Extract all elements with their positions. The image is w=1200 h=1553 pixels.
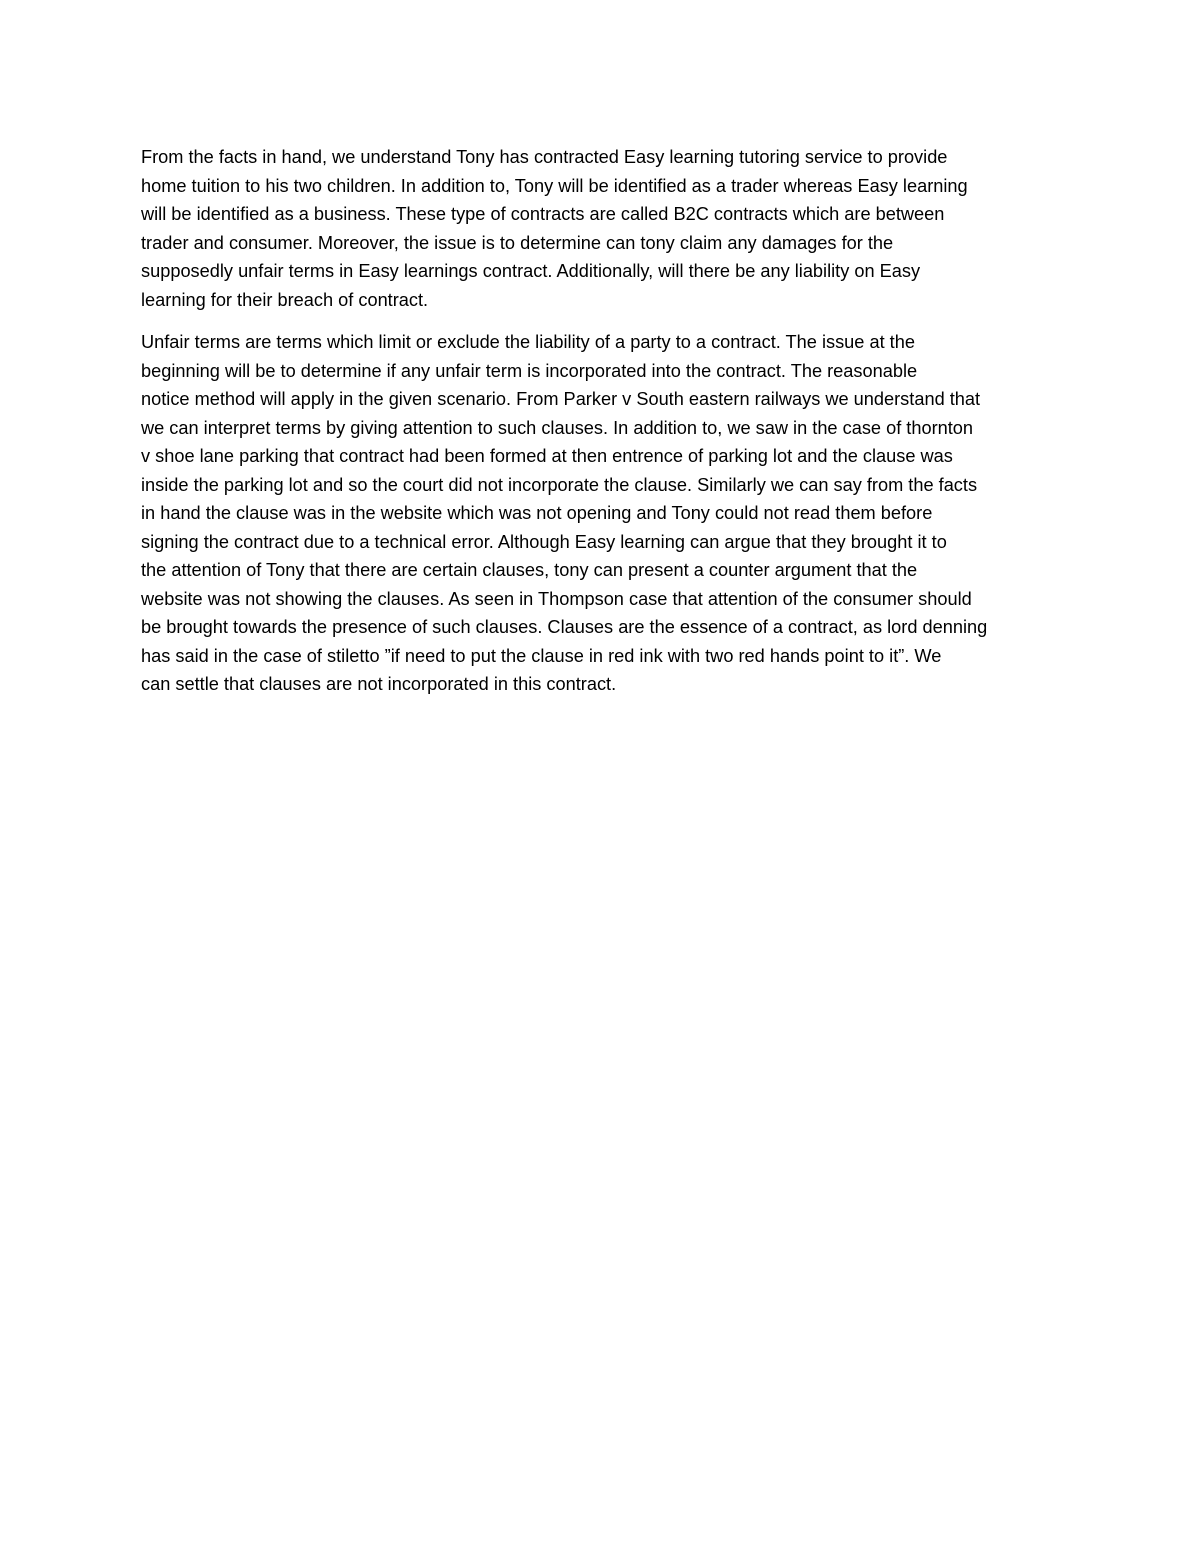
- paragraph-line: inside the parking lot and so the court did not incorporate the clause. Similarly we can say from the facts: [141, 474, 978, 495]
- paragraph-line: in hand the clause was in the website which was not opening and Tony could not read them before: [141, 503, 933, 523]
- paragraph-1: [141, 143, 1061, 314]
- document-body: [141, 143, 1061, 713]
- paragraph-line: beginning will be to determine if any unfair term is incorporated into the contract. The reasonable: [141, 360, 918, 381]
- paragraph-line: learning for their breach of contract.: [141, 289, 429, 310]
- paragraph-2: [141, 328, 1061, 699]
- paragraph-line: will be identified as a business. These type of contracts are called B2C contracts which are between: [141, 204, 945, 224]
- paragraph-line: be brought towards the presence of such clauses. Clauses are the essence of a contract, as lord denning: [141, 617, 988, 637]
- paragraph-line: can settle that clauses are not incorporated in this contract.: [141, 674, 617, 694]
- paragraph-line: home tuition to his two children. In addition to, Tony will be identified as a trader whereas Easy learning: [141, 175, 968, 196]
- paragraph-line: notice method will apply in the given scenario. From Parker v South eastern railways we understand that: [141, 389, 981, 409]
- paragraph-line: supposedly unfair terms in Easy learnings contract. Additionally, will there be any liability on Easy: [141, 261, 921, 281]
- paragraph-line: From the facts in hand, we understand Tony has contracted Easy learning tutoring service to provide: [141, 147, 948, 167]
- paragraph-line: v shoe lane parking that contract had been formed at then entrence of parking lot and the clause was: [141, 446, 953, 466]
- paragraph-line: the attention of Tony that there are certain clauses, tony can present a counter argument that the: [141, 560, 918, 580]
- paragraph-line: website was not showing the clauses. As seen in Thompson case that attention of the consumer should: [141, 588, 972, 609]
- paragraph-line: we can interpret terms by giving attention to such clauses. In addition to, we saw in the case of thornton: [141, 417, 974, 438]
- paragraph-line: Unfair terms are terms which limit or exclude the liability of a party to a contract. The issue at the: [141, 332, 915, 352]
- paragraph-line: trader and consumer. Moreover, the issue is to determine can tony claim any damages for the: [141, 232, 894, 253]
- paragraph-line: has said in the case of stiletto ”if need to put the clause in red ink with two red hands point to it”. We: [141, 645, 942, 666]
- paragraph-line: signing the contract due to a technical error. Although Easy learning can argue that they brought it to: [141, 531, 947, 552]
